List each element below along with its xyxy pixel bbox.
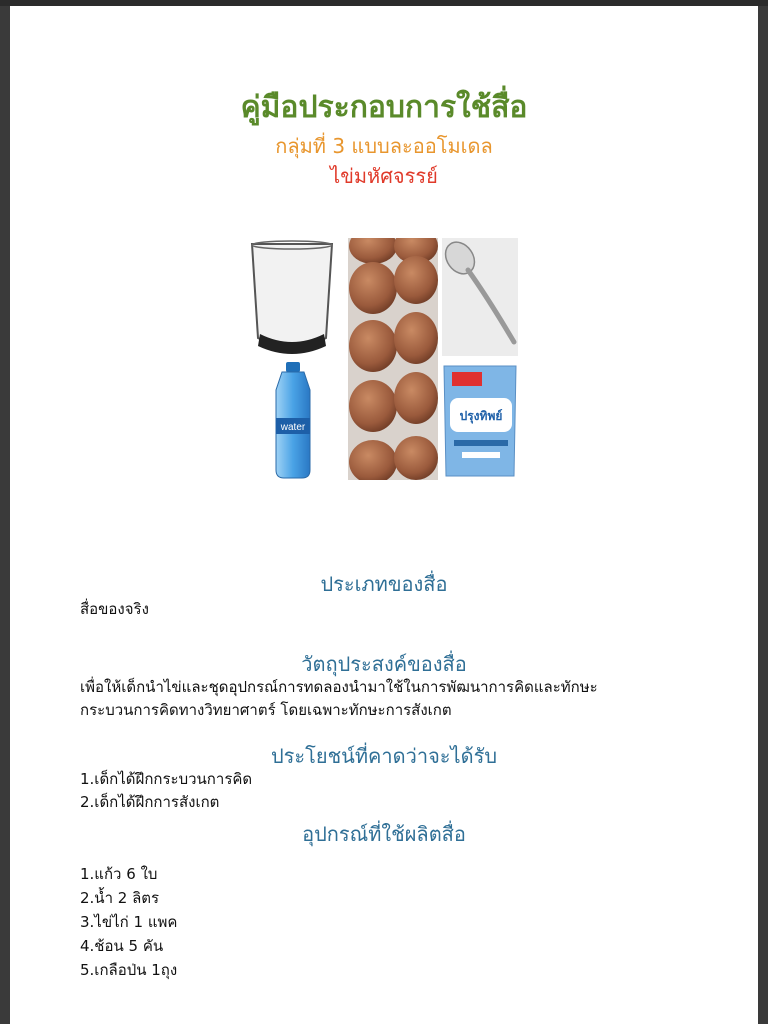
material-item: 1.แก้ว 6 ใบ — [80, 865, 158, 883]
benefits-list — [80, 768, 252, 814]
eggs-tray-picture — [348, 238, 438, 480]
media-name: ไข่มหัศจรรย์ — [330, 164, 438, 188]
objective-line-1: เพื่อให้เด็กนำไข่และชุดอุปกรณ์การทดลองนำมาใช้ในการพัฒนาการคิดและทักษะ — [80, 678, 598, 696]
benefit-item: 1.เด็กได้ฝึกกระบวนการคิด — [80, 770, 253, 788]
salt-bag-brand: ปรุงทิพย์ — [459, 409, 503, 423]
materials-photo-collage — [248, 238, 518, 480]
benefit-item: 2.เด็กได้ฝึกการสังเกต — [80, 793, 220, 811]
bottle-label-water: water — [280, 422, 306, 433]
water-bottle-picture — [248, 358, 338, 480]
material-item: 3.ไข่ไก่ 1 แพค — [80, 913, 178, 931]
heading-benefits: ประโยชน์ที่คาดว่าจะได้รับ — [270, 744, 498, 768]
group-subtitle: กลุ่มที่ 3 แบบละออโมเดล — [275, 134, 493, 158]
material-item: 5.เกลือป่น 1ถุง — [80, 961, 178, 979]
spoon-picture — [440, 238, 518, 356]
material-item: 4.ช้อน 5 คัน — [80, 937, 164, 955]
document-title: คู่มือประกอบการใช้สื่อ — [240, 90, 528, 125]
heading-materials: อุปกรณ์ที่ใช้ผลิตสื่อ — [302, 822, 466, 846]
heading-media-type: ประเภทของสื่อ — [320, 572, 448, 596]
glass-picture — [248, 238, 338, 358]
heading-objective: วัตถุประสงค์ของสื่อ — [301, 652, 467, 676]
materials-list — [80, 862, 177, 982]
material-item: 2.น้ำ 2 ลิตร — [80, 889, 160, 907]
salt-bag-picture — [442, 362, 518, 480]
objective-line-2: กระบวนการคิดทางวิทยาศาตร์ โดยเฉพาะทักษะการสังเกต — [80, 701, 452, 719]
document-page — [10, 6, 758, 1024]
objective-text — [80, 676, 700, 722]
media-type-text: สื่อของจริง — [80, 600, 149, 618]
